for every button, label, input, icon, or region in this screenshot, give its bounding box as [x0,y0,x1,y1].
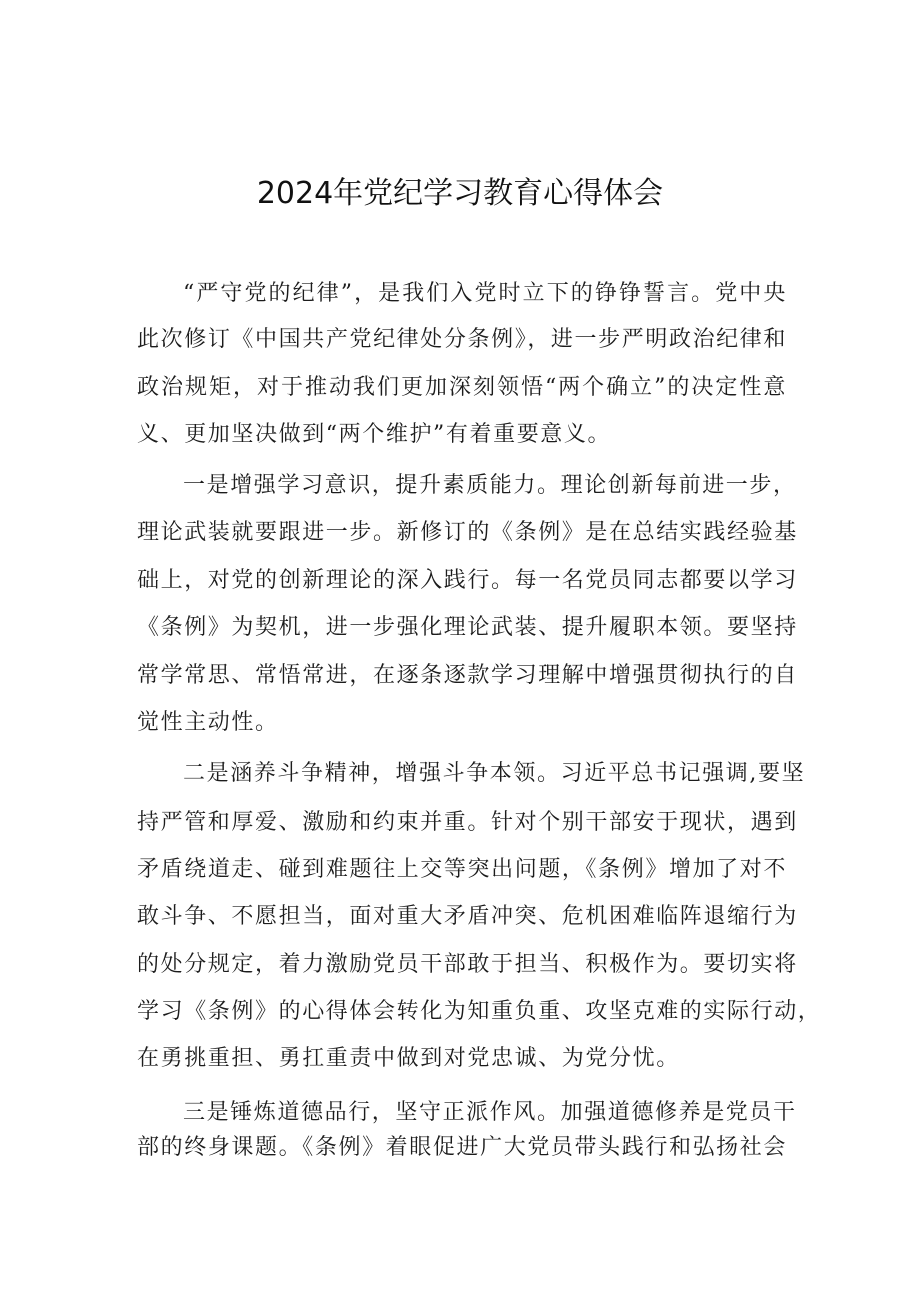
body-line: 觉性主动性。 [137,710,279,735]
body-line: 学习《条例》的心得体会转化为知重负重、攻坚克难的实际行动， [137,999,822,1024]
body-line: 矛盾绕道走、碰到难题往上交等突出问题，《条例》增加了对不 [137,857,787,882]
body-line: 三是锤炼道德品行，坚守正派作风。加强道德修养是党员干 [183,1100,797,1125]
body-line: 敢斗争、不愿担当，面对重大矛盾冲突、危机困难临阵退缩行为 [137,904,798,929]
body-line: 政治规矩，对于推动我们更加深刻领悟“两个确立”的决定性意 [137,375,787,400]
body-line: 一是增强学习意识，提升素质能力。理论创新每前进一步， [183,473,797,498]
body-line: 础上，对党的创新理论的深入践行。每一名党员同志都要以学习 [137,568,798,593]
document-title: 2024年党纪学习教育心得体会 [256,176,664,211]
body-line: 常学常思、常悟常进，在逐条逐款学习理解中增强贯彻执行的自 [137,663,798,688]
body-line: 《条例》为契机，进一步强化理论武装、提升履职本领。要坚持 [137,615,798,640]
body-line: 持严管和厚爱、激励和约束并重。针对个别干部安于现状，遇到 [137,810,798,835]
body-line: 的处分规定，着力激励党员干部敢于担当、积极作为。要切实将 [137,952,798,977]
body-line: 理论武装就要跟进一步。新修订的《条例》是在总结实践经验基 [137,520,798,545]
body-line: 二是涵养斗争精神，增强斗争本领。习近平总书记强调,要坚 [183,761,806,786]
body-line: 此次修订《中国共产党纪律处分条例》，进一步严明政治纪律和 [137,327,787,352]
body-line: 在勇挑重担、勇扛重责中做到对党忠诚、为党分忧。 [137,1046,680,1071]
body-line: 义、更加坚决做到“两个维护”有着重要意义。 [137,422,612,447]
body-line: 部的终身课题。《条例》着眼促进广大党员带头践行和弘扬社会 [137,1135,787,1160]
body-line: “严守党的纪律”，是我们入党时立下的铮铮誓言。党中央 [183,281,787,306]
